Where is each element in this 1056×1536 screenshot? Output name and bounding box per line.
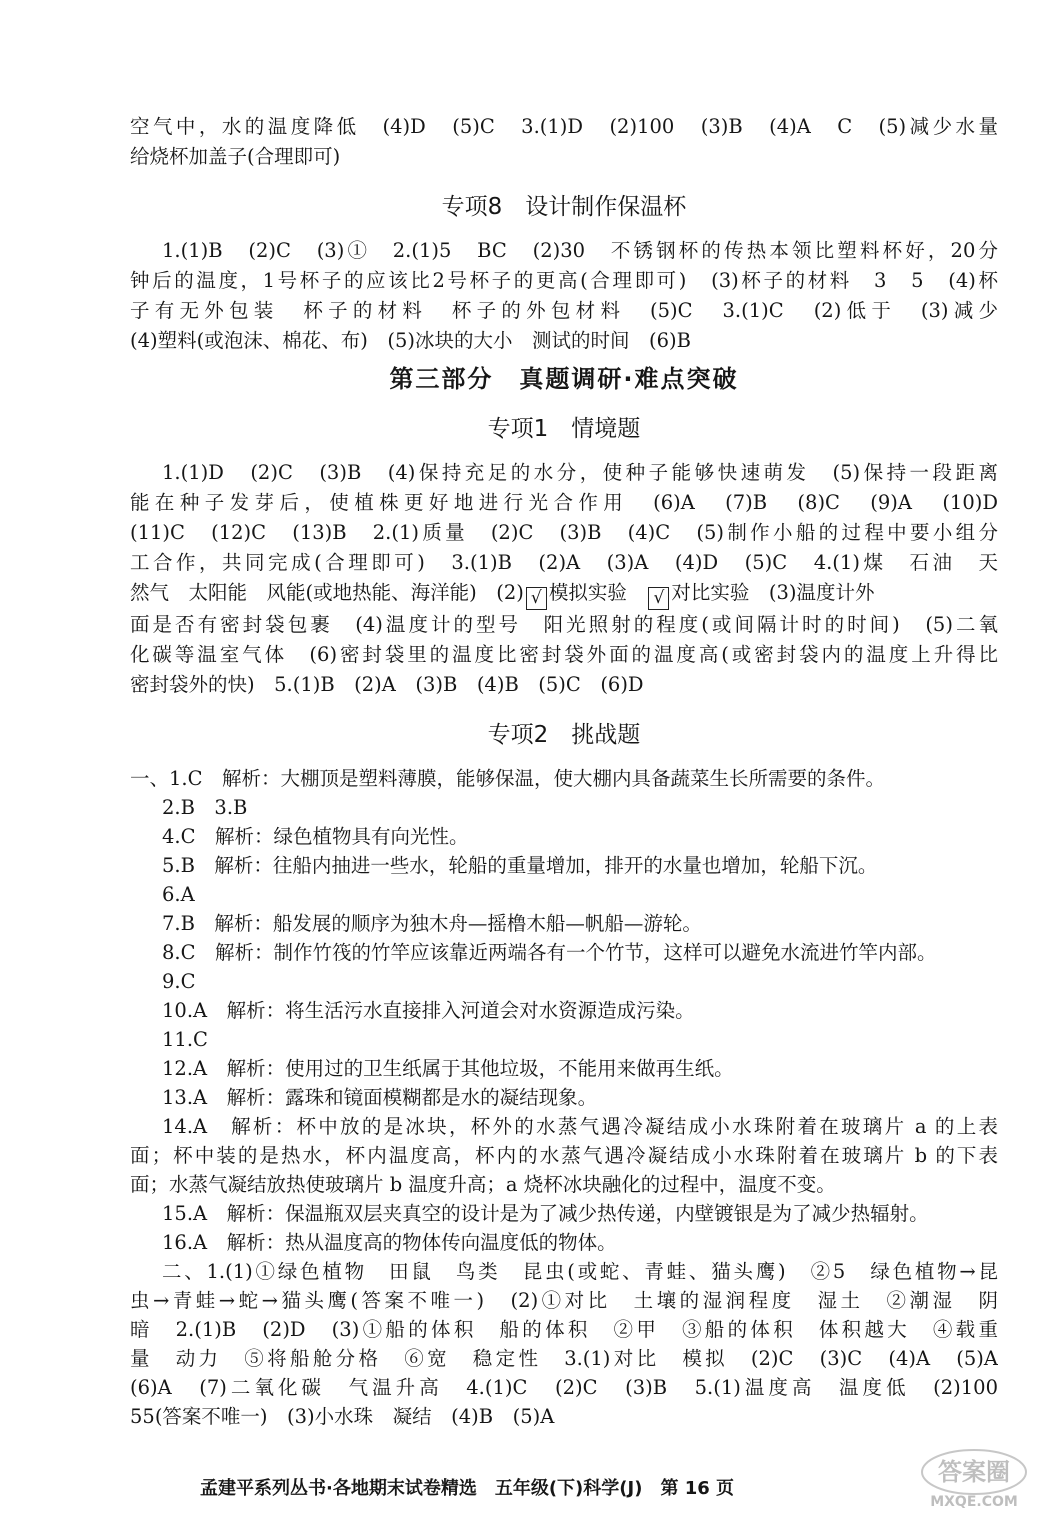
answer-item-continued: 面；杯中装的是热水，杯内温度高，杯内的水蒸气遇冷凝结成小水珠附着在玻璃片 b 的下表 [130, 1144, 998, 1167]
text-line: (11)C (12)C (13)B 2.(1)质量 (2)C (3)B (4)C (5)制作小船的过程中要小组分 [130, 521, 998, 544]
section-8 [130, 192, 998, 356]
text-line: 暗 2.(1)B (2)D (3)①船的体积 船的体积 ②甲 ③船的体积 体积越大 ④载重 [130, 1318, 998, 1341]
section-8-title: 专项8 设计制作保温杯 [441, 194, 687, 220]
text-segment: 模拟实验 [548, 581, 647, 604]
text-line: 面是否有密封袋包裹 (4)温度计的型号 阳光照射的程度(或间隔计时的时间) (5)二氧 [130, 613, 998, 636]
text-line: 二、1.(1)①绿色植物 田鼠 鸟类 昆虫(或蛇、青蛙、猫头鹰) ②5 绿色植物→昆 [162, 1260, 998, 1283]
answer-item: 一、1.C 解析：大棚顶是塑料薄膜，能够保温，使大棚内具备蔬菜生长所需要的条件。 [130, 767, 886, 790]
text-line: 工合作，共同完成(合理即可) 3.(1)B (2)A (3)A (4)D (5)C 4.(1)煤 石油 天 [130, 551, 998, 574]
answer-page [130, 112, 998, 1431]
section-1 [130, 414, 998, 700]
answer-item: 8.C 解析：制作竹筏的竹竿应该靠近两端各有一个竹节，这样可以避免水流进竹竿内部。 [162, 941, 937, 964]
text-line: 1.(1)B (2)C (3)① 2.(1)5 BC (2)30 不锈钢杯的传热本领比塑料杯好，20分 [162, 239, 998, 262]
answer-item: 11.C [162, 1028, 208, 1051]
answer-item: 13.A 解析：露珠和镜面模糊都是水的凝结现象。 [162, 1086, 598, 1109]
checkbox-checked-icon: √ [526, 587, 547, 610]
text-line: 化碳等温室气体 (6)密封袋里的温度比密封袋外面的温度高(或密封袋内的温度上升得比 [130, 643, 998, 666]
text-line: 子有无外包装 杯子的材料 杯子的外包材料 (5)C 3.(1)C (2)低于 (3)减少 [130, 299, 998, 322]
text-segment: 然气 太阳能 风能(或地热能、海洋能) (2) [130, 581, 524, 604]
text-line: 能在种子发芽后，使植株更好地进行光合作用 (6)A (7)B (8)C (9)A (10)D [130, 491, 998, 514]
text-line: (6)A (7)二氧化碳 气温升高 4.(1)C (2)C (3)B 5.(1)温度高 温度低 (2)100 [130, 1376, 998, 1399]
text-line: 密封袋外的快) 5.(1)B (2)A (3)B (4)B (5)C (6)D [130, 673, 644, 696]
page-footer: 孟建平系列丛书·各地期末试卷精选 五年级(下)科学(J) 第 16 页 [200, 1478, 735, 1499]
answer-item: 5.B 解析：往船内抽进一些水，轮船的重量增加，排开的水量也增加，轮船下沉。 [162, 854, 878, 877]
text-line: 空气中，水的温度降低 (4)D (5)C 3.(1)D (2)100 (3)B (4)A C (5)减少水量 [130, 115, 998, 138]
answer-item: 16.A 解析：热从温度高的物体传向温度低的物体。 [162, 1231, 617, 1254]
answer-item: 6.A [162, 883, 195, 906]
answer-item: 15.A 解析：保温瓶双层夹真空的设计是为了减少热传递，内壁镀银是为了减少热辐射。 [162, 1202, 929, 1225]
answer-item: 9.C [162, 970, 196, 993]
text-line: 1.(1)D (2)C (3)B (4)保持充足的水分，使种子能够快速萌发 (5)保持一段距离 [162, 461, 998, 484]
watermark-url: MXQE.COM [930, 1494, 1018, 1510]
text-line: 虫→青蛙→蛇→猫头鹰(答案不唯一) (2)①对比 土壤的湿润程度 湿土 ②潮湿 阴 [130, 1289, 998, 1312]
answer-item: 12.A 解析：使用过的卫生纸属于其他垃圾，不能用来做再生纸。 [162, 1057, 734, 1080]
text-line: 量 动力 ⑤将船舱分格 ⑥宽 稳定性 3.(1)对比 模拟 (2)C (3)C (4)A (5)A [130, 1347, 998, 1370]
checkbox-checked-icon: √ [648, 587, 669, 610]
answer-item: 4.C 解析：绿色植物具有向光性。 [162, 825, 469, 848]
answer-item: 2.B 3.B [162, 796, 248, 819]
top-continuation [130, 112, 998, 172]
section-2 [130, 720, 998, 1431]
section-2-title: 专项2 挑战题 [487, 722, 641, 748]
watermark-logo [918, 1448, 1030, 1510]
text-line: 给烧杯加盖子(合理即可) [130, 145, 341, 168]
part-three-title: 第三部分 真题调研·难点突破 [389, 365, 739, 393]
answer-item: 14.A 解析：杯中放的是冰块，杯外的水蒸气遇冷凝结成小水珠附着在玻璃片 a 的上表 [162, 1115, 998, 1138]
text-line: 钟后的温度，1号杯子的应该比2号杯子的更高(合理即可) (3)杯子的材料 3 5 (4)杯 [130, 269, 998, 292]
text-line: (4)塑料(或泡沫、棉花、布) (5)冰块的大小 测试的时间 (6)B [130, 329, 691, 352]
answer-item-continued: 面；水蒸气凝结放热使玻璃片 b 温度升高；a 烧杯冰块融化的过程中，温度不变。 [130, 1173, 836, 1196]
text-segment: 对比实验 (3)温度计外 [671, 581, 875, 604]
section-1-title: 专项1 情境题 [487, 416, 641, 442]
watermark-text: 答案圈 [938, 1458, 1010, 1486]
text-line-with-checkboxes [130, 578, 998, 610]
answer-item: 10.A 解析：将生活污水直接排入河道会对水资源造成污染。 [162, 999, 695, 1022]
text-line: 55(答案不唯一) (3)小水珠 凝结 (4)B (5)A [130, 1405, 555, 1428]
answer-item: 7.B 解析：船发展的顺序为独木舟—摇橹木船—帆船—游轮。 [162, 912, 702, 935]
